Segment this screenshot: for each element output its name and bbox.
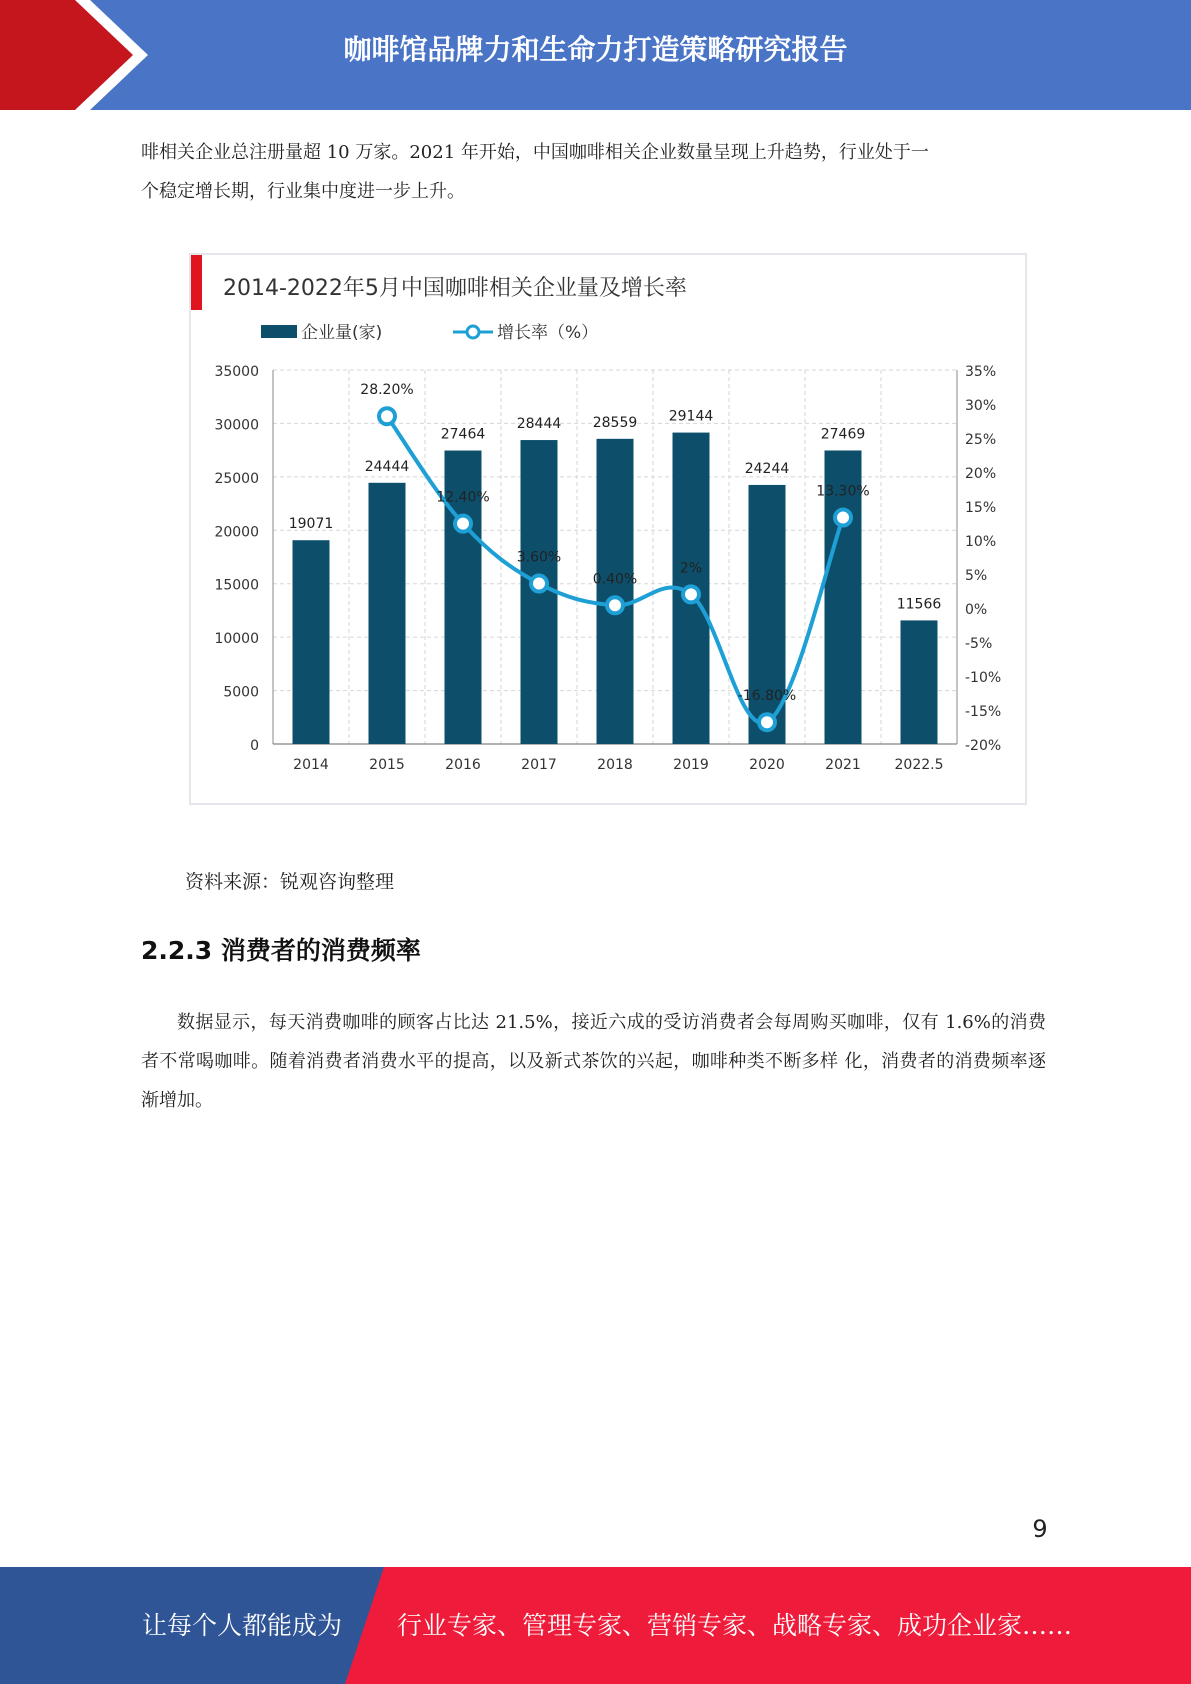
combo-chart (191, 255, 1029, 807)
line-data-label: 3.60% (516, 549, 562, 566)
line-data-label: 2% (679, 560, 703, 577)
bar-data-label: 28559 (592, 414, 638, 431)
bar-data-label: 11566 (896, 596, 942, 613)
section-heading: 2.2.3 消费者的消费频率 (141, 936, 421, 965)
line-data-label: -16.80% (737, 688, 797, 705)
chart-point (683, 586, 699, 602)
bar-data-label: 24244 (744, 460, 790, 477)
y-right-tick-label: 0% (965, 602, 988, 618)
chart-point (531, 576, 547, 592)
paragraph-line: 化，消费者的消费频率逐渐增加。 (141, 1051, 1046, 1111)
y-left-tick-label: 0 (250, 738, 259, 754)
y-right-tick-label: 10% (965, 534, 997, 550)
x-tick-label: 2016 (445, 757, 481, 773)
line-data-label: 0.40% (592, 571, 638, 588)
paragraph-frequency (141, 1003, 1046, 1120)
y-left-tick-label: 35000 (214, 364, 259, 380)
y-left-tick-label: 15000 (214, 577, 259, 594)
bar-data-label: 24444 (364, 458, 410, 475)
y-right-tick-label: -5% (965, 636, 993, 652)
bar-data-label: 27469 (820, 426, 866, 443)
line-data-label: 13.30% (816, 483, 870, 500)
bar-data-label: 28444 (516, 416, 562, 433)
line-data-label: 28.20% (360, 382, 414, 399)
legend-label-bar: 企业量(家) (301, 323, 383, 343)
y-right-tick-label: -20% (965, 738, 1002, 754)
header-title: 咖啡馆品牌力和生命力打造策略研究报告 (343, 33, 848, 66)
y-right-tick-label: 5% (965, 568, 988, 584)
y-right-tick-label: 25% (965, 432, 997, 448)
legend-label-line: 增长率（%） (497, 323, 599, 343)
footer-slogan-left: 让每个人都能成为 (142, 1611, 343, 1640)
y-right-tick-label: 35% (965, 364, 997, 380)
y-left-tick-label: 5000 (223, 684, 259, 701)
chart-point (607, 597, 623, 613)
chart-point (455, 516, 471, 532)
bar-data-label: 27464 (440, 426, 486, 443)
chart-bar (293, 540, 330, 744)
bar-data-label: 19071 (288, 516, 334, 533)
paragraph-intro (141, 133, 1046, 211)
y-right-tick-label: 15% (965, 500, 997, 516)
paragraph-line: 数据显示，每天消费咖啡的顾客占比达 21.5%，接近六成的受访消费者会每周购买咖啡，仅有 (177, 1012, 940, 1033)
y-left-tick-label: 20000 (214, 524, 259, 541)
x-tick-label: 2020 (749, 757, 785, 773)
x-tick-label: 2017 (521, 757, 557, 773)
paragraph-line: 1.6%的消费者不常喝咖啡。随着消费者消费水平的提高，以及新式茶饮的兴起，咖啡种类不断多样 (141, 1012, 1046, 1072)
bar-data-label: 29144 (668, 408, 714, 425)
legend-bar-swatch (261, 325, 297, 338)
chart-point (379, 408, 395, 424)
chart-container (189, 253, 1027, 805)
chart-source: 资料来源：锐观咨询整理 (185, 871, 395, 893)
page-number: 9 (1032, 1515, 1048, 1543)
chart-bar (369, 483, 406, 744)
legend-line-marker (467, 326, 479, 338)
x-tick-label: 2015 (369, 757, 405, 773)
chart-point (835, 510, 851, 526)
chart-title: 2014-2022年5月中国咖啡相关企业量及增长率 (223, 276, 687, 301)
y-left-tick-label: 10000 (214, 631, 259, 648)
page-header (0, 0, 1191, 110)
chart-bar (901, 620, 938, 744)
chart-point (759, 714, 775, 730)
x-tick-label: 2014 (293, 757, 329, 773)
line-data-label: 12.40% (436, 489, 490, 506)
paragraph-line: 个稳定增长期，行业集中度进一步上升。 (141, 181, 465, 202)
paragraph-line: 啡相关企业总注册量超 10 万家。2021 年开始，中国咖啡相关企业数量呈现上升趋势，行业处于一 (141, 142, 929, 163)
y-left-tick-label: 30000 (214, 417, 259, 434)
chart-bar (597, 439, 634, 744)
x-tick-label: 2021 (825, 757, 861, 773)
y-right-tick-label: -10% (965, 670, 1002, 686)
x-tick-label: 2022.5 (894, 757, 944, 773)
y-left-tick-label: 25000 (214, 470, 259, 487)
y-right-tick-label: 20% (965, 466, 997, 482)
x-tick-label: 2019 (673, 757, 709, 773)
chart-title-accent (191, 255, 202, 310)
page-footer (0, 1567, 1191, 1684)
y-right-tick-label: 30% (965, 398, 997, 414)
footer-slogan-right: 行业专家、管理专家、营销专家、战略专家、成功企业家…… (397, 1611, 1073, 1640)
y-right-tick-label: -15% (965, 704, 1002, 720)
x-tick-label: 2018 (597, 757, 633, 773)
